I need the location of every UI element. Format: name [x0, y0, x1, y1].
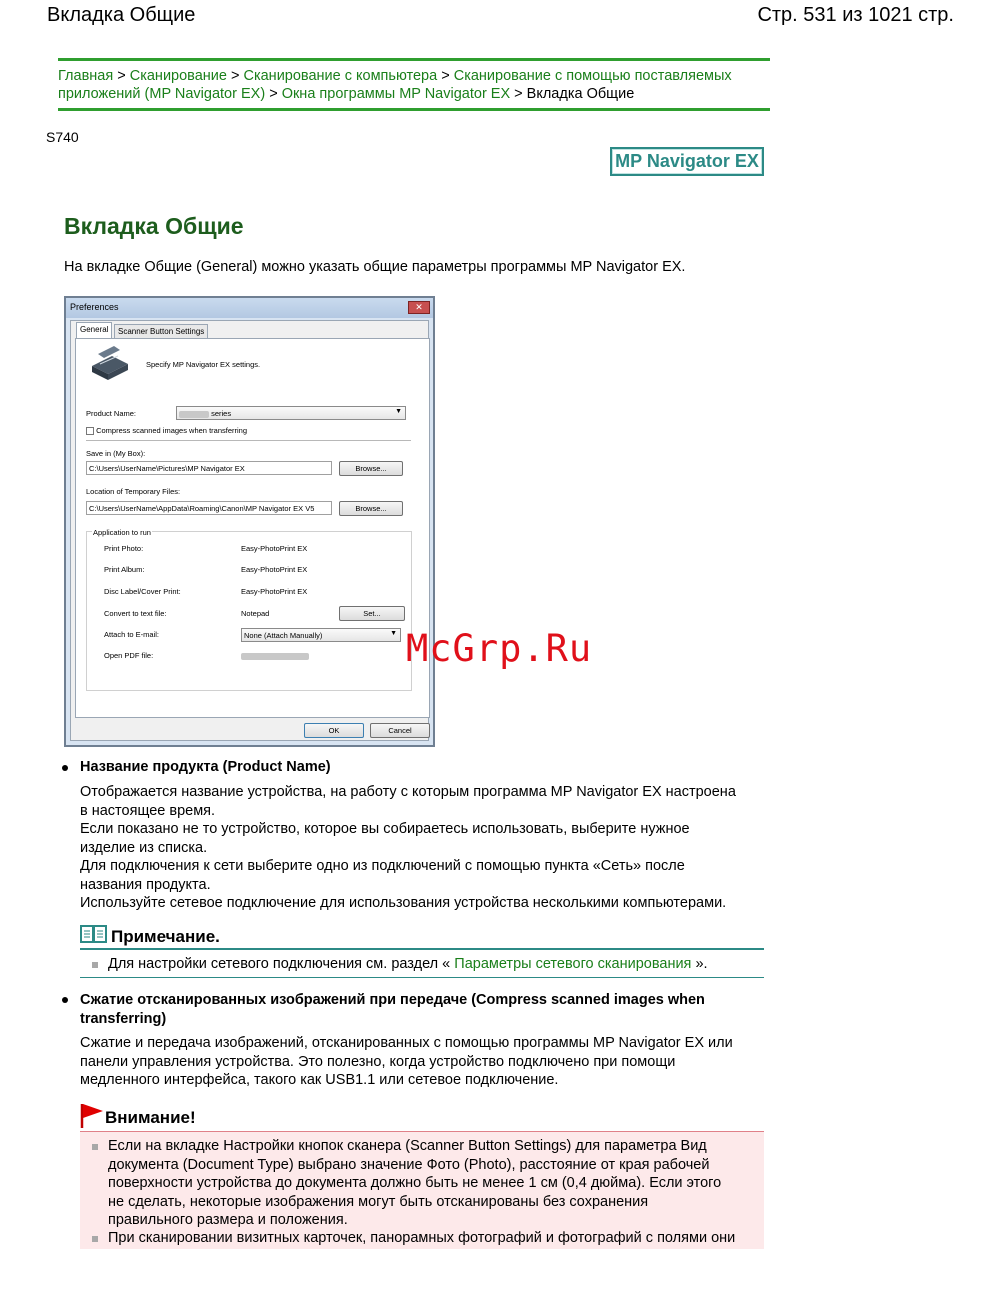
breadcrumb-separator: > — [230, 68, 240, 84]
attach-email-label: Attach to E-mail: — [104, 630, 160, 639]
print-album-value: Easy-PhotoPrint EX — [241, 565, 308, 574]
preferences-dialog — [64, 296, 435, 747]
temp-browse-button[interactable]: Browse... — [339, 501, 403, 516]
page-counter: Стр. 531 из 1021 стр. — [757, 4, 954, 26]
section-heading-product-name: Название продукта (Product Name) — [80, 759, 331, 775]
bullet-icon — [62, 997, 68, 1003]
print-photo-label: Print Photo: — [104, 544, 144, 553]
warning-item-1 — [108, 1137, 721, 1230]
note-heading: Примечание. — [111, 927, 220, 946]
text-line: Отображается название устройства, на работу с которым программа MP Navigator EX настроена — [80, 784, 736, 800]
model-label: S740 — [46, 129, 79, 145]
warning-item-2: При сканировании визитных карточек, панорамных фотографий и фотографий с полями они — [108, 1230, 736, 1246]
text-line: названия продукта. — [80, 876, 211, 893]
watermark: McGrp.Ru — [406, 627, 593, 670]
red-flag-icon — [80, 1103, 104, 1129]
settings-description: Specify MP Navigator EX settings. — [146, 360, 261, 369]
breadcrumb-link-home[interactable]: Главная — [58, 68, 114, 84]
attach-email-select[interactable] — [241, 628, 401, 642]
heading-line: transferring) — [80, 1011, 167, 1027]
application-group — [86, 528, 412, 691]
text-line: медленного интерфейса, такого как USB1.1 или сетевое подключение. — [80, 1072, 559, 1088]
tab-scanner-button-settings[interactable]: Scanner Button Settings — [114, 324, 208, 338]
scanner-icon — [90, 344, 130, 384]
product-name-description — [80, 783, 770, 913]
text-line: Используйте сетевое подключение для использования устройства несколькими компьютерами. — [80, 895, 727, 911]
book-icon — [80, 924, 107, 945]
blurred-model-name — [179, 411, 209, 418]
bullet-icon — [62, 765, 68, 771]
temp-files-field[interactable]: C:\Users\UserName\AppData\Roaming\Canon\MP Navigator EX V5 — [86, 501, 332, 515]
save-in-field[interactable]: C:\Users\UserName\Pictures\MP Navigator EX — [86, 461, 332, 475]
text-line: правильного размера и положения. — [108, 1212, 348, 1228]
divider — [86, 440, 411, 442]
breadcrumb-link-mp-navigator[interactable]: Сканирование с помощью поставляемых приложений (MP Navigator EX) — [58, 68, 732, 102]
product-badge: MP Navigator EX — [610, 147, 764, 176]
text-line: панели управления устройства. Это полезно, когда устройство подключено при помощи — [80, 1053, 676, 1070]
chevron-down-icon: ▼ — [390, 630, 397, 637]
text-line: Если на вкладке Настройки кнопок сканера (Scanner Button Settings) для параметра Вид — [108, 1138, 707, 1154]
breadcrumb-link-scanning[interactable]: Сканирование — [129, 68, 227, 84]
attach-email-value: None (Attach Manually) — [244, 631, 323, 640]
note-text-before: Для настройки сетевого подключения см. раздел « — [108, 956, 451, 972]
section-heading-compress — [80, 991, 705, 1029]
dialog-titlebar — [66, 298, 433, 318]
heading-line: Сжатие отсканированных изображений при передаче (Compress scanned images when — [80, 992, 705, 1008]
breadcrumb-link-scan-from-computer[interactable]: Сканирование с компьютера — [243, 68, 438, 84]
chevron-down-icon: ▼ — [395, 408, 402, 415]
print-album-label: Print Album: — [104, 565, 145, 574]
product-name-value: series — [211, 409, 232, 418]
breadcrumb — [58, 58, 770, 111]
breadcrumb-current: Вкладка Общие — [526, 86, 635, 102]
text-line: в настоящее время. — [80, 802, 216, 819]
compress-label: Compress scanned images when transferring — [96, 426, 247, 435]
product-name-label: Product Name: — [86, 409, 137, 418]
bullet-square-icon — [92, 1236, 98, 1242]
ok-button[interactable]: OK — [304, 723, 364, 738]
application-group-label: Application to run — [93, 528, 151, 537]
cancel-button[interactable]: Cancel — [370, 723, 430, 738]
note-divider-bottom — [80, 977, 764, 978]
note-divider — [80, 948, 764, 950]
breadcrumb-separator: > — [514, 86, 523, 102]
convert-text-label: Convert to text file: — [104, 609, 167, 618]
general-panel — [75, 338, 430, 718]
text-line: не сделать, некоторые изображения могут быть отсканированы без сохранения — [108, 1193, 649, 1210]
text-line: Сжатие и передача изображений, отсканированных с помощью программы MP Navigator EX или — [80, 1035, 733, 1051]
temp-files-label: Location of Temporary Files: — [86, 487, 181, 496]
dialog-title: Preferences — [70, 302, 119, 312]
compress-row — [86, 426, 247, 435]
dialog-body — [70, 320, 429, 741]
warning-heading: Внимание! — [105, 1108, 196, 1127]
disc-label-label: Disc Label/Cover Print: — [104, 587, 181, 596]
convert-text-value: Notepad — [241, 609, 270, 618]
note-text — [108, 955, 708, 974]
text-line: поверхности устройства до документа должно быть не менее 1 см (0,4 дюйма). Если этого — [108, 1175, 722, 1191]
print-photo-value: Easy-PhotoPrint EX — [241, 544, 308, 553]
set-button[interactable]: Set... — [339, 606, 405, 621]
save-in-label: Save in (My Box): — [86, 449, 146, 458]
network-scan-settings-link[interactable]: Параметры сетевого сканирования — [454, 956, 692, 972]
intro-text: На вкладке Общие (General) можно указать общие параметры программы MP Navigator EX. — [64, 259, 686, 275]
bullet-square-icon — [92, 962, 98, 968]
text-line: изделие из списка. — [80, 839, 208, 856]
text-line: Если показано не то устройство, которое вы собираетесь использовать, выберите нужное — [80, 821, 690, 837]
breadcrumb-separator: > — [117, 68, 126, 84]
note-text-after: ». — [695, 956, 708, 972]
open-pdf-label: Open PDF file: — [104, 651, 154, 660]
text-line: документа (Document Type) выбрано значение Фото (Photo), расстояние от края рабочей — [108, 1156, 710, 1173]
blurred-pdf-app — [241, 653, 309, 660]
product-name-select[interactable] — [176, 406, 406, 420]
disc-label-value: Easy-PhotoPrint EX — [241, 587, 308, 596]
page-title: Вкладка Общие — [64, 213, 244, 239]
compress-description — [80, 1034, 733, 1090]
compress-checkbox[interactable] — [86, 427, 94, 435]
breadcrumb-link-windows[interactable]: Окна программы MP Navigator EX — [281, 86, 511, 102]
breadcrumb-separator: > — [441, 68, 450, 84]
page-header-title: Вкладка Общие — [47, 4, 196, 26]
text-line: Для подключения к сети выберите одно из подключений с помощью пункта «Сеть» после — [80, 858, 685, 874]
close-icon[interactable]: ✕ — [408, 301, 430, 314]
save-browse-button[interactable]: Browse... — [339, 461, 403, 476]
breadcrumb-separator: > — [269, 86, 278, 102]
bullet-square-icon — [92, 1144, 98, 1150]
tab-general[interactable]: General — [76, 322, 112, 339]
